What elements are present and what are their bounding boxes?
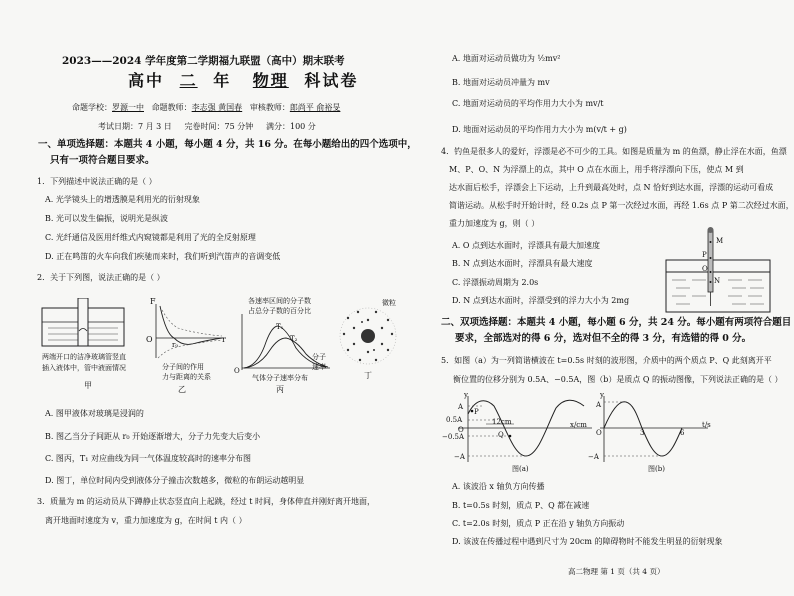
q5-fig-b-negA: −A bbox=[588, 453, 599, 461]
q2-fig-bing-caption: 丙 bbox=[276, 385, 284, 394]
q2-fig-bing-x1: 分子 bbox=[312, 353, 326, 361]
q5-fig-a-12cm: 12cm bbox=[492, 418, 512, 426]
q4-line-1: 4．钓鱼是很多人的爱好，浮漂是必不可少的工具。如图是质量为 m 的鱼漂，静止浮在水面，鱼漂 bbox=[441, 147, 787, 156]
q3-line-2: 离开地面时速度为 v，重力加速度为 g，在时间 t 内（ ） bbox=[45, 516, 247, 525]
q2-fig-jia-label-2: 插入液体中，管中液面情况 bbox=[42, 364, 126, 372]
q2-option-c: C. 图丙，T₁ 对应曲线为同一气体温度较高时的速率分布图 bbox=[45, 454, 252, 463]
q2-stem: 2．关于下列图，说法正确的是（ ） bbox=[37, 273, 165, 282]
q1-option-c: C. 光纤通信及医用纤维式内窥镜都是利用了光的全反射原理 bbox=[45, 233, 256, 242]
exam-title: 2023——2024 学年度第二学期福九联盟（高中）期末联考 bbox=[62, 55, 345, 67]
q5-fig-b-t: t/s bbox=[702, 421, 711, 429]
q1-option-a: A. 光学镜头上的增透膜是利用光的衍射现象 bbox=[45, 195, 200, 204]
q4-fig-O: O bbox=[702, 265, 708, 273]
page-footer: 高二物理 第 1 页（共 4 页） bbox=[568, 567, 665, 576]
q5-fig-a-A: A bbox=[458, 403, 464, 411]
q5-option-a: A. 该波沿 x 轴负方向传播 bbox=[452, 482, 545, 491]
section2-title-cont: 要求，全部选对的得 6 分，选对但不全的得 3 分，有选错的得 0 分。 bbox=[455, 333, 752, 344]
q4-line-3: 达水面后松手，浮漂会上下运动，上升到最高处时，点 N 恰好到达水面，浮漂的运动可看成 bbox=[449, 183, 774, 192]
q2-fig-ding-label: 微粒 bbox=[382, 299, 396, 307]
q4-fig-N: N bbox=[714, 277, 721, 285]
q5-fig-b-O: O bbox=[596, 429, 602, 437]
q2-fig-bing-O: O bbox=[234, 367, 240, 375]
q4-option-c: C. 浮漂振动周期为 2.0s bbox=[452, 278, 539, 287]
q2-option-d: D. 图丁，单位时间内受到液体分子撞击次数越多，微粒的布朗运动越明显 bbox=[45, 476, 305, 485]
q2-figure-ding bbox=[336, 300, 400, 370]
q2-fig-yi-r0: r₀ bbox=[172, 341, 179, 349]
q5-line-1: 5．如图（a）为一列简谐横波在 t=0.5s 时刻的波形图，介质中的两个质点 P、Q 此刻离开平 bbox=[441, 356, 772, 365]
q5-fig-b-3: 3 bbox=[640, 429, 645, 437]
q1-stem: 1．下列描述中说法正确的是（ ） bbox=[37, 177, 157, 186]
q5-line-2: 衡位置的位移分别为 0.5A、−0.5A，图（b）是质点 Q 的振动图像，下列说法正确的是（ ） bbox=[453, 375, 783, 384]
exam-staff-line: 命题学校：罗源一中 命题教师：李志强 黄国春 审核教师：郎尚平 俞裕旻 bbox=[72, 103, 341, 112]
q2-fig-bing-T1: T₁ bbox=[276, 323, 284, 331]
q5-fig-b-y: y bbox=[600, 391, 604, 399]
q4-fig-M: M bbox=[716, 237, 724, 245]
q5-fig-b-6: 6 bbox=[680, 429, 685, 437]
q3-option-d: D. 地面对运动员的平均作用力大小为 m(v/t + g) bbox=[452, 125, 627, 134]
q5-fig-a-neg0.5A: −0.5A bbox=[442, 433, 465, 441]
q2-fig-bing-title-1: 各速率区间的分子数 bbox=[248, 297, 311, 305]
q5-fig-a-P: P bbox=[474, 408, 479, 416]
q2-option-a: A. 图甲液体对玻璃是浸润的 bbox=[45, 409, 144, 418]
q5-option-c: C. t=2.0s 时刻，质点 P 正在沿 y 轴负方向振动 bbox=[452, 519, 625, 528]
q5-fig-b-A: A bbox=[596, 401, 602, 409]
q2-fig-yi-caption: 乙 bbox=[178, 385, 186, 394]
q2-fig-yi-label-1: 分子间的作用 bbox=[162, 363, 204, 371]
q4-option-b: B. N 点到达水面时，浮漂具有最大速度 bbox=[452, 259, 593, 268]
q5-fig-a-x: x/cm bbox=[570, 421, 587, 429]
q5-option-d: D. 该波在传播过程中遇到尺寸为 20cm 的障碍物时不能发生明显的衍射现象 bbox=[452, 537, 723, 546]
q5-fig-a-negA: −A bbox=[454, 453, 465, 461]
q2-fig-bing-T2: T₂ bbox=[290, 335, 298, 343]
q2-fig-yi-F: F bbox=[150, 297, 156, 306]
q3-option-c: C. 地面对运动员的平均作用力大小为 mv/t bbox=[452, 99, 604, 108]
q2-figure-jia bbox=[40, 298, 130, 348]
q2-fig-bing-label: 气体分子速率分布 bbox=[252, 374, 308, 382]
q2-option-b: B. 图乙当分子间距从 r₀ 开始逐渐增大，分子力先变大后变小 bbox=[45, 432, 261, 441]
q4-line-2: M、P、O、N 为浮漂上的点，其中 O 点在水面上，用手将浮漂向下压，使点 M 到 bbox=[449, 165, 744, 174]
q2-fig-bing-x2: 速率 bbox=[312, 363, 326, 371]
q4-line-4: 简谐运动。从松手时开始计时，经 0.2s 点 P 第一次经过水面，再经 1.6s 点 P 第二次经过水面， bbox=[449, 201, 794, 210]
q5-fig-a-Q: Q bbox=[498, 431, 504, 439]
q2-fig-bing-title-2: 占总分子数的百分比 bbox=[248, 307, 311, 315]
exam-time-line: 考试日期：7 月 3 日 完卷时间：75 分钟 满分：100 分 bbox=[98, 122, 316, 131]
q5-fig-a-y: y bbox=[464, 391, 468, 399]
q4-option-a: A. O 点到达水面时，浮漂具有最大加速度 bbox=[452, 241, 600, 250]
q2-fig-jia-caption: 甲 bbox=[84, 381, 92, 390]
q5-fig-b-caption: 图(b) bbox=[648, 465, 665, 473]
q5-fig-a-O: O bbox=[458, 426, 464, 434]
q3-line-1: 3．质量为 m 的运动员从下蹲静止状态竖直向上起跳，经过 t 时间，身体伸直并刚好离开地面， bbox=[37, 497, 376, 506]
q1-option-b: B. 光可以发生偏振，说明光是纵波 bbox=[45, 214, 168, 223]
q2-fig-jia-label-1: 两端开口的洁净玻璃管竖直 bbox=[42, 353, 126, 361]
section2-title: 二、双项选择题：本题共 4 小题，每小题 6 分，共 24 分。每小题有两项符合题目 bbox=[441, 317, 792, 328]
q3-option-b: B. 地面对运动员冲量为 mv bbox=[452, 78, 550, 87]
q5-fig-a-0.5A: 0.5A bbox=[446, 416, 463, 424]
q5-figure-b bbox=[596, 394, 712, 464]
q5-fig-a-caption: 图(a) bbox=[512, 465, 529, 473]
q2-fig-yi-r: r bbox=[222, 335, 226, 344]
q2-fig-ding-caption: 丁 bbox=[364, 371, 372, 380]
q4-fig-P: P bbox=[702, 251, 707, 259]
q4-option-d: D. N 点到达水面时，浮漂受到的浮力大小为 2mg bbox=[452, 296, 630, 305]
q2-figure-yi bbox=[148, 300, 228, 360]
q1-option-d: D. 正在鸣笛的火车向我们疾驰而来时，我们听到汽笛声的音调变低 bbox=[45, 252, 281, 261]
q2-fig-yi-O: O bbox=[146, 335, 153, 344]
paper-subtitle: 高中 二 年 物理 科试卷 bbox=[128, 71, 359, 90]
section1-title: 一、单项选择题：本题共 4 小题，每小题 4 分，共 16 分。在每小题给出的四个选项中， bbox=[38, 139, 417, 150]
section1-title-cont: 只有一项符合题目要求。 bbox=[50, 155, 155, 166]
q2-fig-yi-label-2: 力与距离的关系 bbox=[162, 373, 211, 381]
q3-option-a: A. 地面对运动员做功为 ½mv² bbox=[452, 54, 561, 63]
q4-line-5: 重力加速度为 g，则（ ） bbox=[449, 219, 540, 228]
q5-option-b: B. t=0.5s 时刻，质点 P、Q 都在减速 bbox=[452, 501, 590, 510]
